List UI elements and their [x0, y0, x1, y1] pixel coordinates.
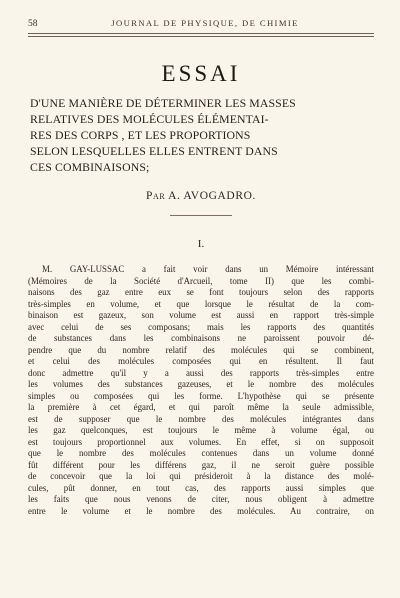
body-line: avec celui de ses composans; mais les rapports des quantités — [28, 321, 374, 332]
author-byline — [28, 190, 374, 202]
body-line: de concevoir que la loi qui présideroit à la distance des molé- — [28, 471, 374, 481]
subtitle-line: SELON LESQUELLES ELLES ENTRENT DANS — [30, 144, 278, 158]
body-line: et celui des molécules composées qui en résultent. Il faut — [28, 356, 374, 366]
body-line: entre le volume et le nombre des molécules. Au contraire, on — [28, 505, 374, 516]
author-prefix: Par — [146, 190, 166, 202]
section-number: I. — [197, 238, 205, 250]
running-head — [28, 18, 374, 29]
body-line: (Mémoires de la Société d'Arcueil, tome II) que les combi- — [28, 275, 374, 286]
article-subtitle — [28, 95, 374, 175]
body-line: simples ou composées qui les forme. L'hypothèse qui se présente — [28, 390, 374, 401]
body-line: les faits que nous venons de citer, nous obligent à admettre — [28, 494, 374, 504]
subtitle-line: CES COMBINAISONS; — [30, 160, 150, 174]
header-rule-second — [28, 36, 374, 37]
header-rule — [28, 33, 374, 34]
subtitle-line: D'UNE MANIÈRE DE DÉTERMINER LES MASSES — [30, 96, 296, 110]
body-line: de substances dans les combinaisons ne paroissent pouvoir dé- — [28, 333, 374, 343]
body-line: très-simples en volume, et que lorsque le résultat de la com- — [28, 298, 374, 309]
body-line: fût différent pour les différens gaz, il ne seroit guère possible — [28, 459, 374, 470]
body-line: est de supposer que le nombre des molécules intégrantes dans — [28, 413, 374, 424]
page-number: 58 — [28, 19, 38, 29]
body-line: les volumes des substances gazeuses, et le nombre des molécules — [28, 379, 374, 389]
body-line: M. GAY-LUSSAC a fait voir dans un Mémoire intéressant — [42, 264, 374, 274]
author-name: A. AVOGADRO. — [168, 190, 256, 202]
subtitle-line: RELATIVES DES MOLÉCULES ÉLÉMENTAI- — [30, 112, 269, 126]
body-line: donc admettre qu'il y a aussi des rapports très-simples entre — [28, 367, 374, 378]
body-line: la première à cet égard, et qui paroît même la seule admissible, — [28, 402, 374, 412]
body-line: est toujours proportionnel aux volumes. En effet, si on supposoit — [28, 436, 374, 447]
separator-rule — [170, 215, 232, 216]
subtitle-line: RES DES CORPS , ET LES PROPORTIONS — [30, 128, 251, 142]
body-line: pendre que du nombre relatif des molécules qui se combinent, — [28, 344, 374, 355]
article-title: ESSAI — [161, 61, 241, 86]
body-line: cules, pût donner, en tout cas, des rapports aussi simples que — [28, 482, 374, 493]
body-paragraph — [28, 264, 374, 517]
body-line: binaison est gazeux, son volume est aussi en rapport très-simple — [28, 310, 374, 320]
body-line: les gaz quelconques, est toujours le même à volume égal, ou — [28, 425, 374, 435]
body-line: naisons des gaz entre eux se font toujours selon des rapports — [28, 287, 374, 297]
body-line: que le nombre des molécules contenues dans un volume donné — [28, 448, 374, 458]
journal-title: JOURNAL DE PHYSIQUE, DE CHIMIE — [111, 18, 299, 28]
